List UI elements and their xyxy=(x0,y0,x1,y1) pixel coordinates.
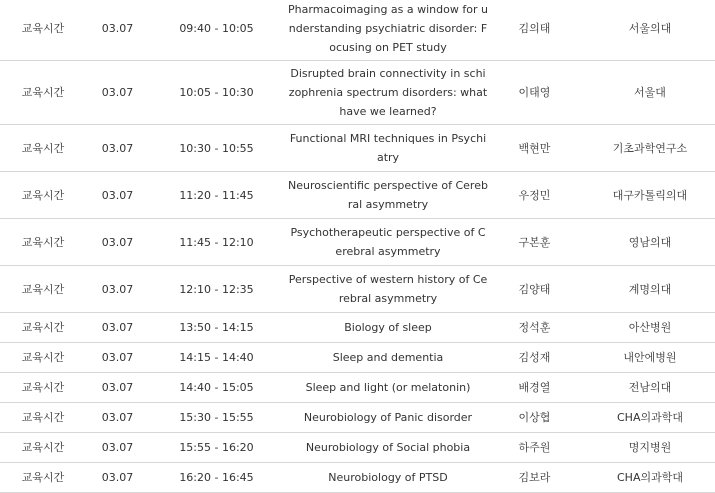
topic-cell: Perspective of western history of Cerebral asymmetry xyxy=(284,266,492,313)
table-row xyxy=(0,172,715,219)
category-cell: 교육시간 xyxy=(0,403,86,433)
time-cell: 10:30 - 10:55 xyxy=(149,125,284,172)
date-cell: 03.07 xyxy=(86,266,149,313)
time-cell: 15:55 - 16:20 xyxy=(149,433,284,463)
time-cell: 12:10 - 12:35 xyxy=(149,266,284,313)
date-cell: 03.07 xyxy=(86,313,149,343)
table-row xyxy=(0,219,715,266)
table-row xyxy=(0,125,715,172)
speaker-cell: 백현만 xyxy=(492,125,577,172)
category-cell: 교육시간 xyxy=(0,125,86,172)
table-row xyxy=(0,343,715,373)
speaker-cell: 정석훈 xyxy=(492,313,577,343)
table-row xyxy=(0,403,715,433)
speaker-cell: 김성재 xyxy=(492,343,577,373)
organization-cell: 내안에병원 xyxy=(577,343,715,373)
organization-cell: 아산병원 xyxy=(577,313,715,343)
table-row xyxy=(0,0,715,61)
topic-cell: Pharmacoimaging as a window for understanding psychiatric disorder: Focusing on PET study xyxy=(284,0,492,61)
date-cell: 03.07 xyxy=(86,0,149,61)
category-cell: 교육시간 xyxy=(0,373,86,403)
speaker-cell: 김의태 xyxy=(492,0,577,61)
date-cell: 03.07 xyxy=(86,463,149,493)
category-cell: 교육시간 xyxy=(0,463,86,493)
topic-cell: Neurobiology of PTSD xyxy=(284,463,492,493)
table-row xyxy=(0,266,715,313)
topic-cell: Psychotherapeutic perspective of Cerebral asymmetry xyxy=(284,219,492,266)
time-cell: 15:30 - 15:55 xyxy=(149,403,284,433)
time-cell: 10:05 - 10:30 xyxy=(149,61,284,125)
speaker-cell: 구본훈 xyxy=(492,219,577,266)
date-cell: 03.07 xyxy=(86,125,149,172)
organization-cell: 전남의대 xyxy=(577,373,715,403)
category-cell: 교육시간 xyxy=(0,61,86,125)
time-cell: 16:20 - 16:45 xyxy=(149,463,284,493)
organization-cell: 서울의대 xyxy=(577,0,715,61)
time-cell: 14:15 - 14:40 xyxy=(149,343,284,373)
category-cell: 교육시간 xyxy=(0,433,86,463)
topic-cell: Sleep and dementia xyxy=(284,343,492,373)
organization-cell: 계명의대 xyxy=(577,266,715,313)
speaker-cell: 배경열 xyxy=(492,373,577,403)
speaker-cell: 김양태 xyxy=(492,266,577,313)
time-cell: 09:40 - 10:05 xyxy=(149,0,284,61)
speaker-cell: 우정민 xyxy=(492,172,577,219)
organization-cell: CHA의과학대 xyxy=(577,463,715,493)
date-cell: 03.07 xyxy=(86,343,149,373)
time-cell: 13:50 - 14:15 xyxy=(149,313,284,343)
table-row xyxy=(0,433,715,463)
speaker-cell: 이상협 xyxy=(492,403,577,433)
date-cell: 03.07 xyxy=(86,172,149,219)
date-cell: 03.07 xyxy=(86,61,149,125)
organization-cell: 기초과학연구소 xyxy=(577,125,715,172)
date-cell: 03.07 xyxy=(86,403,149,433)
topic-cell: Neuroscientific perspective of Cerebral asymmetry xyxy=(284,172,492,219)
category-cell: 교육시간 xyxy=(0,343,86,373)
organization-cell: 서울대 xyxy=(577,61,715,125)
category-cell: 교육시간 xyxy=(0,313,86,343)
category-cell: 교육시간 xyxy=(0,0,86,61)
topic-cell: Neurobiology of Social phobia xyxy=(284,433,492,463)
date-cell: 03.07 xyxy=(86,373,149,403)
date-cell: 03.07 xyxy=(86,219,149,266)
table-row xyxy=(0,373,715,403)
table-row xyxy=(0,61,715,125)
time-cell: 14:40 - 15:05 xyxy=(149,373,284,403)
topic-cell: Disrupted brain connectivity in schizophrenia spectrum disorders: what have we learned? xyxy=(284,61,492,125)
topic-cell: Functional MRI techniques in Psychiatry xyxy=(284,125,492,172)
topic-cell: Sleep and light (or melatonin) xyxy=(284,373,492,403)
organization-cell: 영남의대 xyxy=(577,219,715,266)
speaker-cell: 이태영 xyxy=(492,61,577,125)
topic-cell: Biology of sleep xyxy=(284,313,492,343)
table-row xyxy=(0,463,715,493)
topic-cell: Neurobiology of Panic disorder xyxy=(284,403,492,433)
organization-cell: 대구카톨릭의대 xyxy=(577,172,715,219)
speaker-cell: 김보라 xyxy=(492,463,577,493)
time-cell: 11:45 - 12:10 xyxy=(149,219,284,266)
organization-cell: CHA의과학대 xyxy=(577,403,715,433)
date-cell: 03.07 xyxy=(86,433,149,463)
speaker-cell: 하주원 xyxy=(492,433,577,463)
time-cell: 11:20 - 11:45 xyxy=(149,172,284,219)
category-cell: 교육시간 xyxy=(0,219,86,266)
category-cell: 교육시간 xyxy=(0,172,86,219)
category-cell: 교육시간 xyxy=(0,266,86,313)
table-row xyxy=(0,313,715,343)
organization-cell: 명지병원 xyxy=(577,433,715,463)
